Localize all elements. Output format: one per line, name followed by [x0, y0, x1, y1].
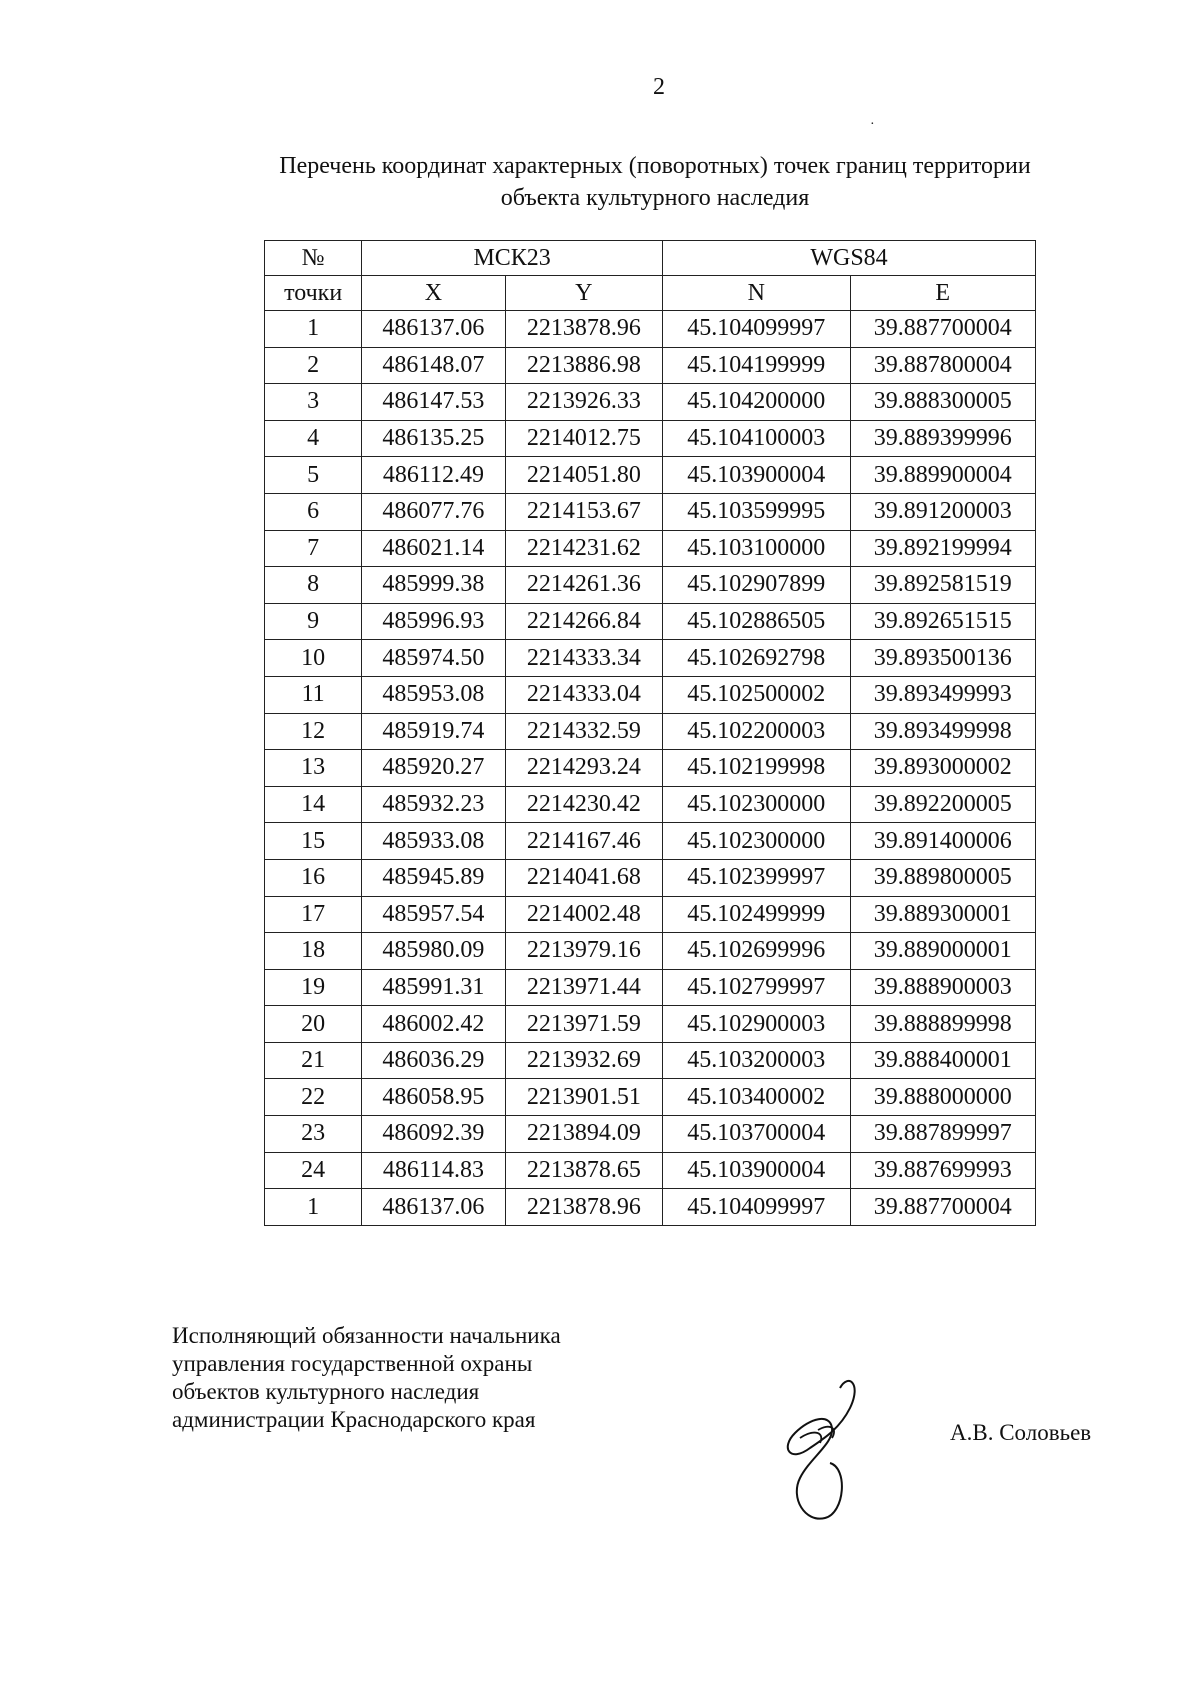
y-value: 2214167.46	[505, 823, 662, 860]
table-row	[265, 1006, 1036, 1043]
y-value: 2213894.09	[505, 1116, 662, 1153]
e-value: 39.891400006	[850, 823, 1036, 860]
x-value: 485953.08	[362, 676, 505, 713]
point-number: 8	[265, 567, 362, 604]
y-value: 2214041.68	[505, 859, 662, 896]
y-value: 2213926.33	[505, 384, 662, 421]
point-number: 23	[265, 1116, 362, 1153]
n-value: 45.102300000	[663, 786, 850, 823]
point-number: 21	[265, 1042, 362, 1079]
e-value: 39.887699993	[850, 1152, 1036, 1189]
e-value: 39.887800004	[850, 347, 1036, 384]
table-row	[265, 969, 1036, 1006]
n-value: 45.104099997	[663, 1189, 850, 1226]
e-value: 39.893499998	[850, 713, 1036, 750]
n-value: 45.103599995	[663, 493, 850, 530]
header-point: точки	[265, 276, 362, 311]
table-row	[265, 530, 1036, 567]
header-row-2	[265, 276, 1036, 311]
y-value: 2214333.04	[505, 676, 662, 713]
n-value: 45.102699996	[663, 933, 850, 970]
signer-position-line: администрации Краснодарского края	[172, 1407, 536, 1432]
header-x: X	[362, 276, 505, 311]
x-value: 486112.49	[362, 457, 505, 494]
table-row	[265, 676, 1036, 713]
signer-position-line: Исполняющий обязанности начальника	[172, 1323, 561, 1348]
y-value: 2213971.44	[505, 969, 662, 1006]
point-number: 1	[265, 1189, 362, 1226]
table-row	[265, 1189, 1036, 1226]
y-value: 2214332.59	[505, 713, 662, 750]
table-row	[265, 1116, 1036, 1153]
x-value: 486021.14	[362, 530, 505, 567]
y-value: 2213878.65	[505, 1152, 662, 1189]
x-value: 485999.38	[362, 567, 505, 604]
table-row	[265, 347, 1036, 384]
point-number: 19	[265, 969, 362, 1006]
e-value: 39.888900003	[850, 969, 1036, 1006]
table-body	[265, 311, 1036, 1226]
table-row	[265, 713, 1036, 750]
n-value: 45.103200003	[663, 1042, 850, 1079]
x-value: 485919.74	[362, 713, 505, 750]
point-number: 22	[265, 1079, 362, 1116]
signer-position-line: управления государственной охраны	[172, 1351, 533, 1376]
title-line: Перечень координат характерных (поворотных) точек границ территории	[279, 153, 1031, 179]
x-value: 485980.09	[362, 933, 505, 970]
e-value: 39.889900004	[850, 457, 1036, 494]
y-value: 2214266.84	[505, 603, 662, 640]
n-value: 45.102799997	[663, 969, 850, 1006]
y-value: 2214012.75	[505, 420, 662, 457]
header-row-1	[265, 241, 1036, 276]
table-row	[265, 1079, 1036, 1116]
e-value: 39.888300005	[850, 384, 1036, 421]
table-row	[265, 567, 1036, 604]
table-row	[265, 640, 1036, 677]
n-value: 45.102199998	[663, 750, 850, 787]
document-title	[150, 150, 1160, 214]
y-value: 2214153.67	[505, 493, 662, 530]
x-value: 486092.39	[362, 1116, 505, 1153]
point-number: 20	[265, 1006, 362, 1043]
e-value: 39.889300001	[850, 896, 1036, 933]
x-value: 486148.07	[362, 347, 505, 384]
header-e: E	[850, 276, 1036, 311]
table-row	[265, 896, 1036, 933]
point-number: 10	[265, 640, 362, 677]
e-value: 39.893499993	[850, 676, 1036, 713]
table-row	[265, 823, 1036, 860]
table-row	[265, 493, 1036, 530]
table-row	[265, 457, 1036, 494]
e-value: 39.892581519	[850, 567, 1036, 604]
point-number: 6	[265, 493, 362, 530]
header-msk23: МСК23	[362, 241, 663, 276]
e-value: 39.888400001	[850, 1042, 1036, 1079]
point-number: 14	[265, 786, 362, 823]
point-number: 16	[265, 859, 362, 896]
table-row	[265, 420, 1036, 457]
x-value: 486147.53	[362, 384, 505, 421]
point-number: 13	[265, 750, 362, 787]
e-value: 39.893500136	[850, 640, 1036, 677]
x-value: 486137.06	[362, 1189, 505, 1226]
n-value: 45.103700004	[663, 1116, 850, 1153]
x-value: 485920.27	[362, 750, 505, 787]
y-value: 2213878.96	[505, 1189, 662, 1226]
y-value: 2213932.69	[505, 1042, 662, 1079]
e-value: 39.887700004	[850, 311, 1036, 348]
n-value: 45.102907899	[663, 567, 850, 604]
signer-position	[172, 1322, 561, 1434]
x-value: 485945.89	[362, 859, 505, 896]
n-value: 45.103100000	[663, 530, 850, 567]
e-value: 39.892651515	[850, 603, 1036, 640]
point-number: 1	[265, 311, 362, 348]
n-value: 45.104199999	[663, 347, 850, 384]
n-value: 45.104200000	[663, 384, 850, 421]
x-value: 486036.29	[362, 1042, 505, 1079]
n-value: 45.104100003	[663, 420, 850, 457]
title-line: объекта культурного наследия	[500, 185, 810, 211]
y-value: 2213979.16	[505, 933, 662, 970]
signer-name: А.В. Соловьев	[950, 1420, 1092, 1445]
e-value: 39.889800005	[850, 859, 1036, 896]
y-value: 2213971.59	[505, 1006, 662, 1043]
y-value: 2214261.36	[505, 567, 662, 604]
table-row	[265, 933, 1036, 970]
x-value: 485933.08	[362, 823, 505, 860]
table-row	[265, 1152, 1036, 1189]
point-number: 5	[265, 457, 362, 494]
header-n: N	[663, 276, 850, 311]
point-number: 18	[265, 933, 362, 970]
x-value: 486058.95	[362, 1079, 505, 1116]
y-value: 2214002.48	[505, 896, 662, 933]
e-value: 39.887700004	[850, 1189, 1036, 1226]
point-number: 15	[265, 823, 362, 860]
y-value: 2213886.98	[505, 347, 662, 384]
y-value: 2214293.24	[505, 750, 662, 787]
header-no: №	[265, 241, 362, 276]
x-value: 486114.83	[362, 1152, 505, 1189]
e-value: 39.891200003	[850, 493, 1036, 530]
header-wgs84: WGS84	[663, 241, 1036, 276]
coordinates-table	[264, 240, 1036, 1226]
y-value: 2214051.80	[505, 457, 662, 494]
n-value: 45.102886505	[663, 603, 850, 640]
e-value: 39.889000001	[850, 933, 1036, 970]
n-value: 45.104099997	[663, 311, 850, 348]
e-value: 39.892199994	[850, 530, 1036, 567]
x-value: 485996.93	[362, 603, 505, 640]
n-value: 45.103900004	[663, 1152, 850, 1189]
scan-speck: ·	[870, 117, 875, 132]
y-value: 2214333.34	[505, 640, 662, 677]
x-value: 485991.31	[362, 969, 505, 1006]
n-value: 45.102692798	[663, 640, 850, 677]
page-number: 2	[653, 74, 665, 100]
n-value: 45.103400002	[663, 1079, 850, 1116]
point-number: 11	[265, 676, 362, 713]
point-number: 4	[265, 420, 362, 457]
signer-position-line: объектов культурного наследия	[172, 1379, 480, 1404]
y-value: 2214230.42	[505, 786, 662, 823]
n-value: 45.102399997	[663, 859, 850, 896]
x-value: 486137.06	[362, 311, 505, 348]
x-value: 485932.23	[362, 786, 505, 823]
n-value: 45.102300000	[663, 823, 850, 860]
x-value: 485957.54	[362, 896, 505, 933]
e-value: 39.888899998	[850, 1006, 1036, 1043]
point-number: 3	[265, 384, 362, 421]
point-number: 12	[265, 713, 362, 750]
header-y: Y	[505, 276, 662, 311]
y-value: 2213878.96	[505, 311, 662, 348]
table-row	[265, 311, 1036, 348]
n-value: 45.102200003	[663, 713, 850, 750]
e-value: 39.893000002	[850, 750, 1036, 787]
table-row	[265, 1042, 1036, 1079]
y-value: 2213901.51	[505, 1079, 662, 1116]
point-number: 7	[265, 530, 362, 567]
e-value: 39.892200005	[850, 786, 1036, 823]
point-number: 2	[265, 347, 362, 384]
y-value: 2214231.62	[505, 530, 662, 567]
x-value: 486077.76	[362, 493, 505, 530]
n-value: 45.102500002	[663, 676, 850, 713]
n-value: 45.102499999	[663, 896, 850, 933]
x-value: 486135.25	[362, 420, 505, 457]
x-value: 486002.42	[362, 1006, 505, 1043]
e-value: 39.887899997	[850, 1116, 1036, 1153]
point-number: 17	[265, 896, 362, 933]
x-value: 485974.50	[362, 640, 505, 677]
table-row	[265, 384, 1036, 421]
point-number: 9	[265, 603, 362, 640]
e-value: 39.889399996	[850, 420, 1036, 457]
table-row	[265, 750, 1036, 787]
n-value: 45.103900004	[663, 457, 850, 494]
table-row	[265, 603, 1036, 640]
point-number: 24	[265, 1152, 362, 1189]
e-value: 39.888000000	[850, 1079, 1036, 1116]
table-row	[265, 786, 1036, 823]
table-row	[265, 859, 1036, 896]
n-value: 45.102900003	[663, 1006, 850, 1043]
handwritten-signature	[770, 1368, 880, 1528]
